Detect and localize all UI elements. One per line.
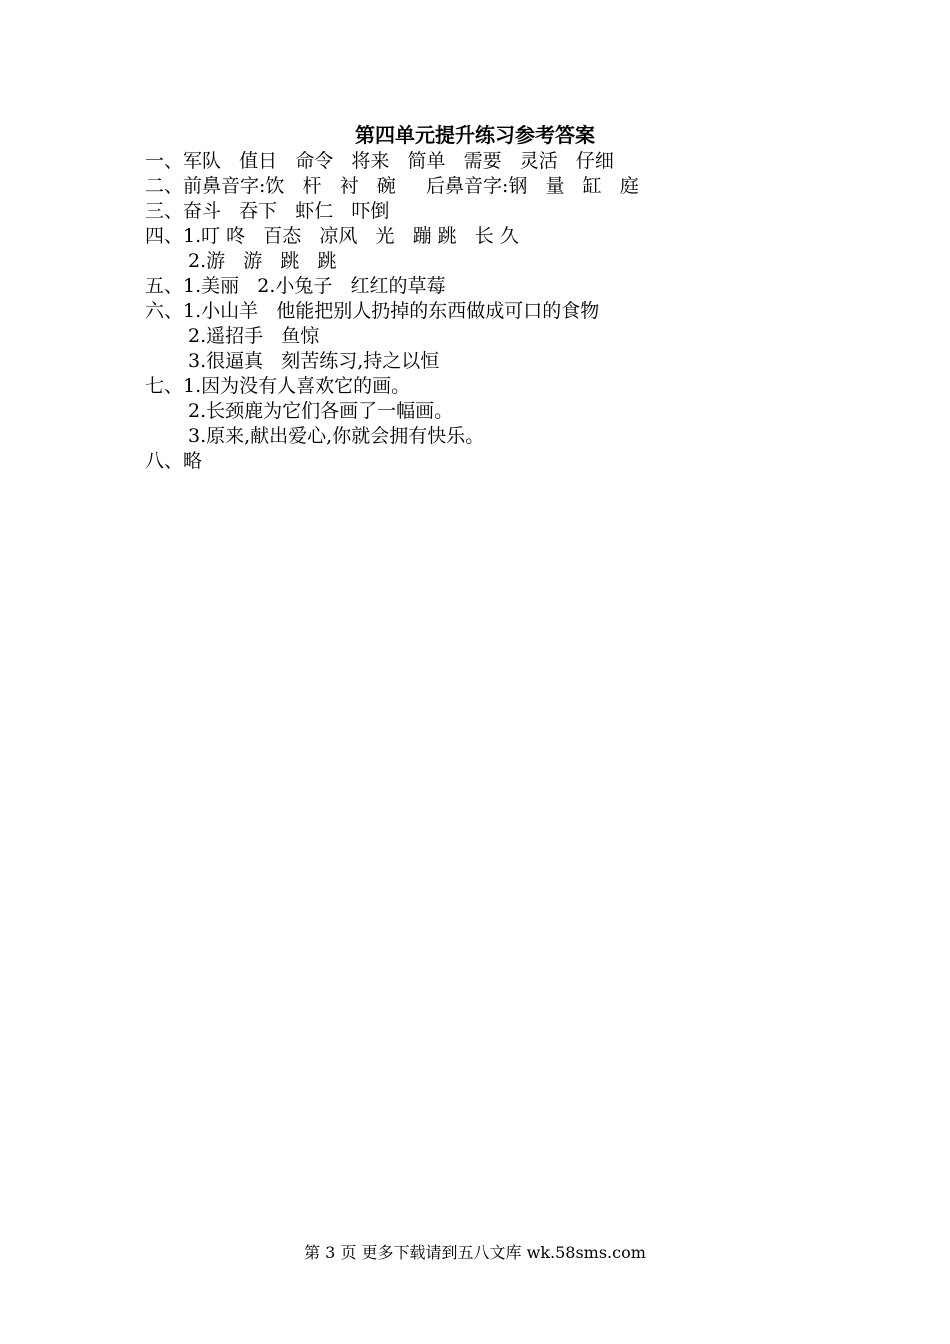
answer-line-4-2: 2.游 游 跳 跳 bbox=[188, 250, 337, 272]
answer-line-3: 三、奋斗 吞下 虾仁 吓倒 bbox=[145, 200, 390, 222]
answer-line-5: 五、1.美丽 2.小兔子 红红的草莓 bbox=[145, 275, 446, 297]
answer-line-2: 二、前鼻音字:饮 杆 衬 碗 后鼻音字:钢 量 缸 庭 bbox=[145, 175, 639, 197]
answer-line-6-2: 2.遥招手 鱼惊 bbox=[188, 325, 320, 347]
answer-line-6-1: 六、1.小山羊 他能把别人扔掉的东西做成可口的食物 bbox=[145, 300, 600, 322]
answer-list bbox=[145, 149, 865, 474]
page-footer: 第 3 页 更多下载请到五八文库 wk.58sms.com bbox=[304, 1243, 646, 1262]
answer-line-7-3: 3.原来,献出爱心,你就会拥有快乐。 bbox=[188, 425, 485, 447]
answer-line-6-3: 3.很逼真 刻苦练习,持之以恒 bbox=[188, 350, 440, 372]
answer-line-7-2: 2.长颈鹿为它们各画了一幅画。 bbox=[188, 400, 454, 422]
answer-line-4-1: 四、1.叮 咚 百态 凉风 光 蹦 跳 长 久 bbox=[145, 225, 519, 247]
answer-line-8: 八、略 bbox=[145, 450, 203, 472]
page-title: 第四单元提升练习参考答案 bbox=[355, 123, 595, 147]
answer-line-1: 一、军队 值日 命令 将来 简单 需要 灵活 仔细 bbox=[145, 150, 614, 172]
answer-line-7-1: 七、1.因为没有人喜欢它的画。 bbox=[145, 375, 411, 397]
